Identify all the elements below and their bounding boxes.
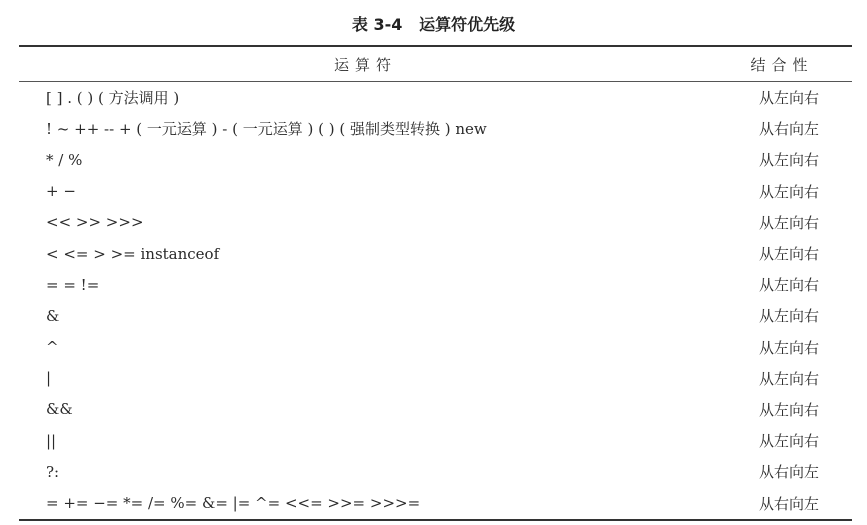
operator-cell: [ ] . ( ) ( 方法调用 ) [46,89,180,108]
associativity-cell: 从左向右 [759,369,820,388]
operator-cell: + − [46,182,76,201]
operator-cell: << >> >>> [46,213,144,232]
table-row [19,269,852,300]
associativity-cell: 从左向右 [759,151,820,170]
operator-cell: ?: [46,462,60,481]
associativity-cell: 从左向右 [759,276,820,295]
table-row [19,363,852,394]
associativity-cell: 从右向左 [759,120,820,139]
operator-cell: && [46,400,73,419]
associativity-cell: 从左向右 [759,307,820,326]
operator-cell: || [46,431,57,450]
associativity-cell: 从左向右 [759,400,820,419]
associativity-cell: 从右向左 [759,463,820,482]
table-row [19,113,852,144]
operator-cell: = = != [46,275,100,294]
associativity-cell: 从左向右 [759,338,820,357]
table-row [19,332,852,363]
table-row [19,176,852,207]
operator-cell: & [46,306,60,325]
table-row [19,144,852,175]
associativity-cell: 从右向左 [759,494,820,513]
operator-cell: | [46,369,52,388]
table-row [19,456,852,487]
associativity-cell: 从左向右 [759,245,820,264]
table-row [19,394,852,425]
operator-cell: < <= > >= instanceof [46,244,220,263]
associativity-cell: 从左向右 [759,89,820,108]
header-associativity: 结合性 [750,55,814,74]
operator-precedence-table [19,45,852,521]
table-row [19,238,852,269]
operator-cell: = += −= *= /= %= &= |= ^= <<= >>= >>>= [46,494,421,513]
associativity-cell: 从左向右 [759,182,820,201]
table-row [19,487,852,518]
header-operator: 运算符 [333,55,397,74]
associativity-cell: 从左向右 [759,213,820,232]
operator-cell: * / % [46,150,83,169]
table-row [19,82,852,113]
table-row [19,300,852,331]
table-header-row [19,47,852,82]
associativity-cell: 从左向右 [759,432,820,451]
operator-cell: ^ [46,338,59,357]
operator-cell: ! ~ ++ -- + ( 一元运算 ) - ( 一元运算 ) ( ) ( 强制类型转换 ) new [46,120,487,139]
table-caption: 表 3-4 运算符优先级 [351,15,516,34]
table-row [19,425,852,456]
table-row [19,207,852,238]
